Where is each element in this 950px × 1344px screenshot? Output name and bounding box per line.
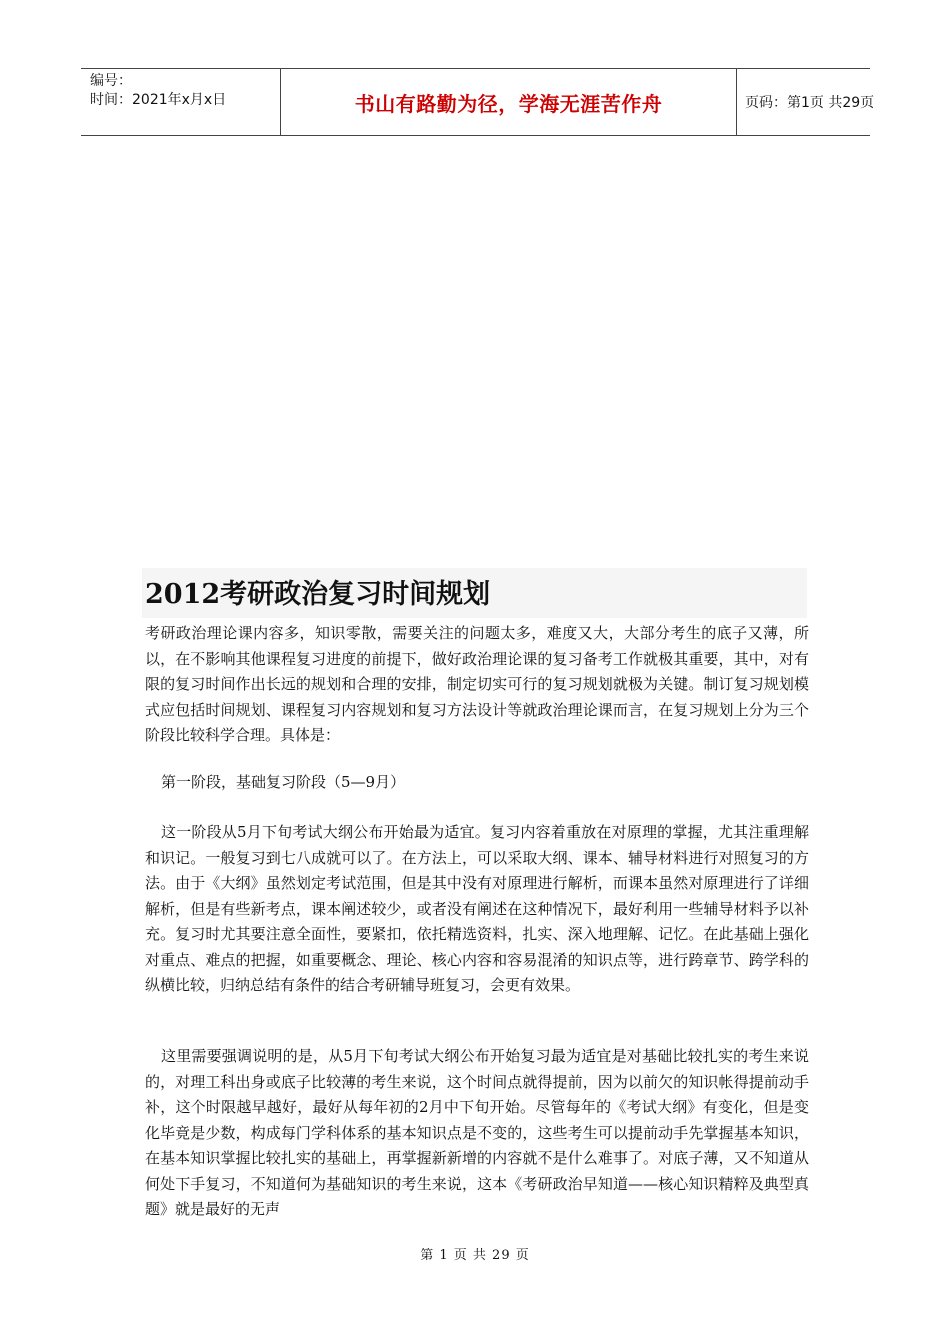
header-table xyxy=(81,68,875,136)
intro-paragraph: 考研政治理论课内容多，知识零散，需要关注的问题太多，难度又大，大部分考生的底子又薄，所以，在不影响其他课程复习进度的前提下，做好政治理论课的复习备考工作就极其重要，其中，对有限的复习时间作出长远的规划和合理的安排，制定切实可行的复习规划就极为关键。制订复习规划模式应包括时间规划、课程复习内容规划和复习方法设计等就政治理论课而言，在复习规划上分为三个阶段比较科学合理。具体是： xyxy=(145,624,809,744)
header-motto-cell xyxy=(281,69,737,135)
note-paragraph: 这里需要强调说明的是，从5月下旬考试大纲公布开始复习最为适宜是对基础比较扎实的考生来说的，对理工科出身或底子比较薄的考生来说，这个时间点就得提前，因为以前欠的知识帐得提前动手补，这个时限越早越好，最好从每年初的2月中下旬开始。尽管每年的《考试大纲》有变化，但是变化毕竟是少数，构成每门学科体系的基本知识点是不变的，这些考生可以提前动手先掌握基本知识，在基本知识掌握比较扎实的基础上，再掌握新新增的内容就不是什么难事了。对底子薄，又不知道从何处下手复习，不知道何为基础知识的考生来说，这本《考研政治早知道——核心知识精粹及典型真题》就是最好的无声 xyxy=(145,1047,809,1218)
document-date-label: 时间：2021年x月x日 xyxy=(90,92,227,108)
page-footer: 第 1 页 共 29 页 xyxy=(420,1248,530,1263)
header-page-info: 页码：第1页 共29页 xyxy=(745,95,875,111)
document-title: 2012考研政治复习时间规划 xyxy=(145,579,491,610)
document-number-label: 编号： xyxy=(90,73,132,89)
stage-one-paragraph: 这一阶段从5月下旬考试大纲公布开始最为适宜。复习内容着重放在对原理的掌握，尤其注重理解和识记。一般复习到七八成就可以了。在方法上，可以采取大纲、课本、辅导材料进行对照复习的方法。由于《大纲》虽然划定考试范围，但是其中没有对原理进行解析，而课本虽然对原理进行了详细解析，但是有些新考点，课本阐述较少，或者没有阐述在这种情况下，最好利用一些辅导材料予以补充。复习时尤其要注意全面性，要紧扣，依托精选资料，扎实、深入地理解、记忆。在此基础上强化对重点、难点的把握，如重要概念、理论、核心内容和容易混淆的知识点等，进行跨章节、跨学科的纵横比较，归纳总结有条件的结合考研辅导班复习，会更有效果。 xyxy=(145,823,809,994)
header-meta-cell xyxy=(81,69,281,135)
header-motto: 书山有路勤为径，学海无涯苦作舟 xyxy=(354,91,663,116)
stage-one-heading: 第一阶段，基础复习阶段（5—9月） xyxy=(161,773,406,791)
